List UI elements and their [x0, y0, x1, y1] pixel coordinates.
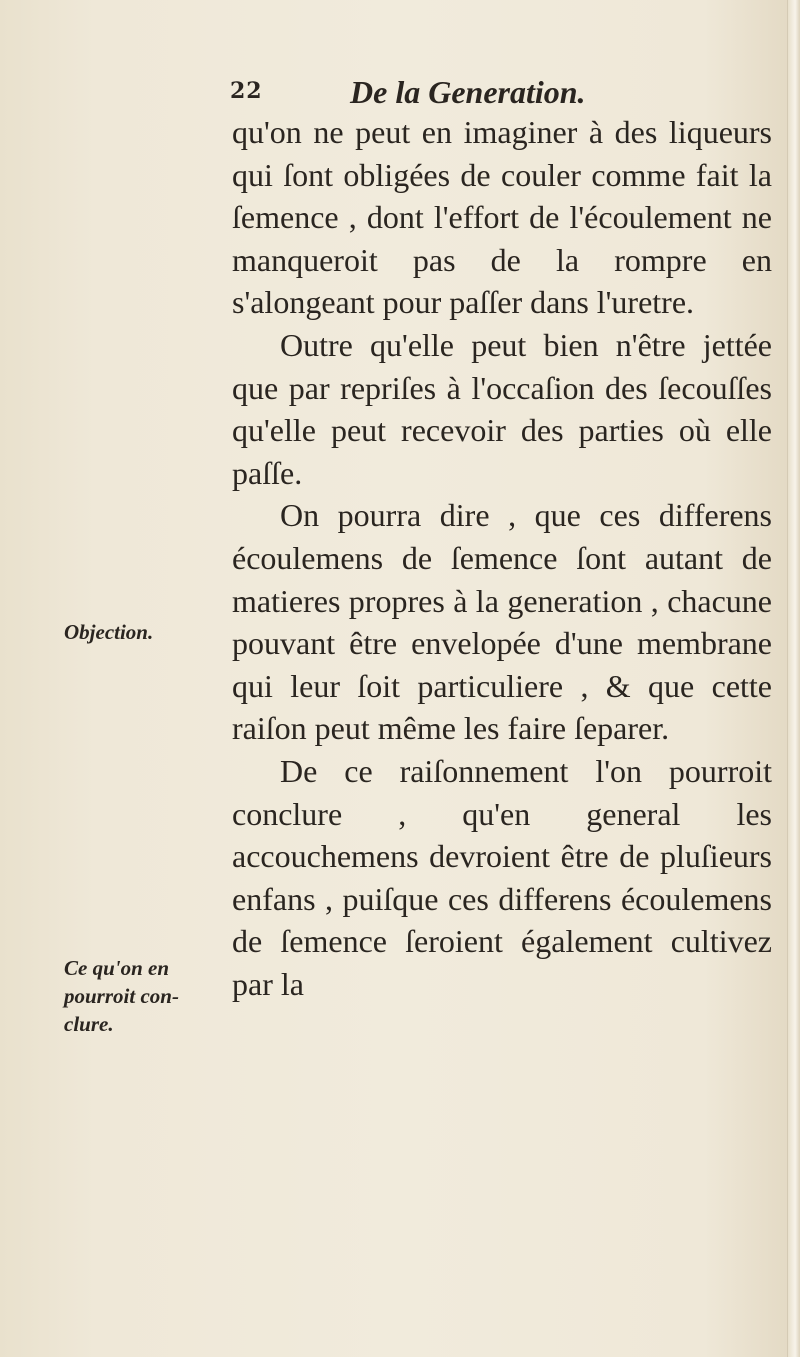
page-edge	[787, 0, 800, 1357]
paragraph-continued: qu'on ne peut en imaginer à des liqueurs qui ſont obligées de couler comme fait la ſemence , dont l'effort de l'écoulement ne manqueroit pas de la rompre en s'alongeant pour paſſer dans l'uretre.	[232, 114, 772, 321]
body-text	[232, 111, 772, 1005]
paragraph: Outre qu'elle peut bien n'être jettée que par repriſes à l'occaſion des ſecouſſes qu'elle peut recevoir des parties où elle paſſe.	[232, 326, 772, 491]
running-title: De la Generation.	[350, 74, 586, 110]
paragraph-objection: On pourra dire , que ces differens écoulemens de ſemence ſont autant de matieres propres à la generation , chacune pouvant être envelopée d'une membrane qui leur ſoit particuliere , & que cette raiſon peut même les faire ſeparer.	[232, 497, 772, 747]
margin-note-conclusion: Ce qu'on en pourroit con-clure.	[64, 956, 179, 1036]
paragraph-conclusion: De ce raiſonnement l'on pourroit conclure , qu'en general les accouchemens devroient être de pluſieurs enfans , puiſque ces differens écoulemens de ſemence ſeroient également cultivez par la	[232, 752, 772, 1002]
page-number: 22	[230, 78, 263, 104]
margin-note-objection: Objection.	[64, 620, 154, 644]
